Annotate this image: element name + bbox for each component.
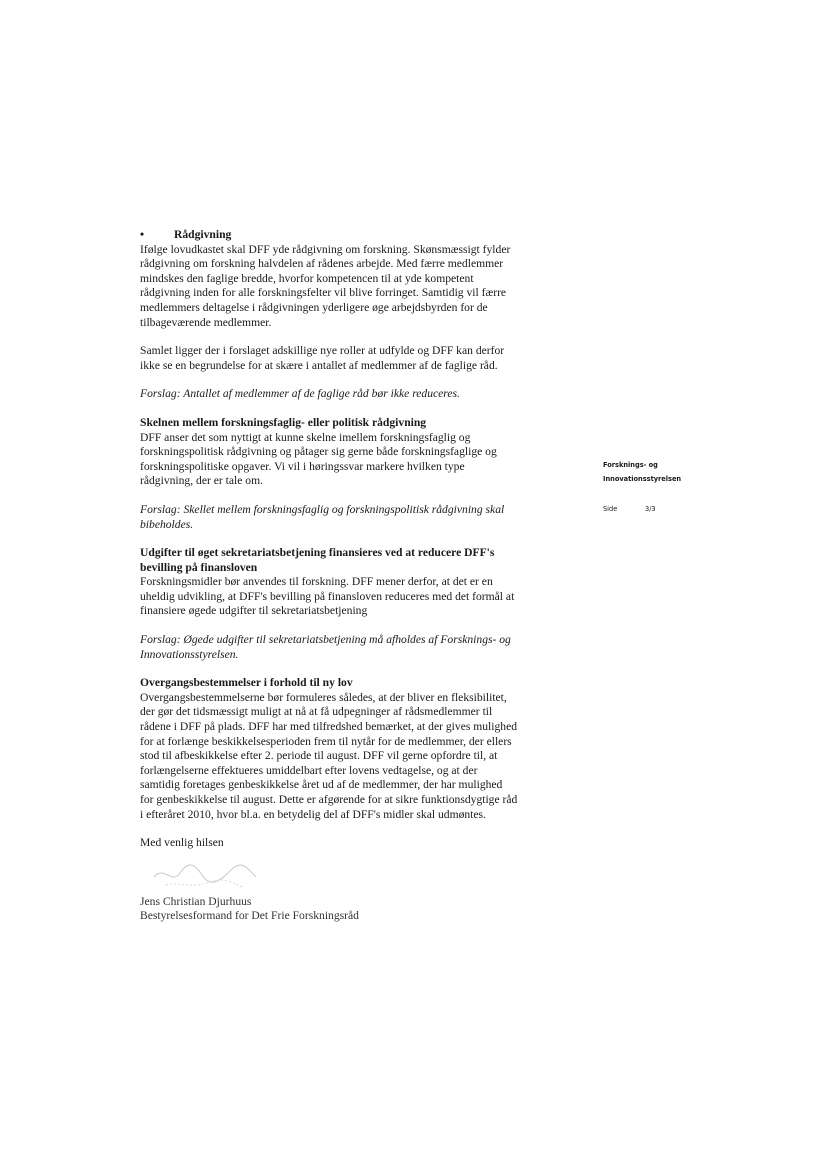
- text-line: forskningspolitisk rådgivning og påtager sig gerne både forskningsfaglige og: [140, 445, 497, 459]
- greeting: Med venlig hilsen: [140, 836, 224, 850]
- proposal: [140, 633, 580, 662]
- text-line: Overgangsbestemmelserne bør formuleres således, at der bliver en fleksibilitet,: [140, 690, 507, 704]
- text-line: stod til afbeskikkelse efter 2. periode til august. DFF vil gerne opfordre til, at: [140, 749, 498, 763]
- text-line: DFF anser det som nyttigt at kunne skelne imellem forskningsfaglig og: [140, 430, 471, 444]
- signature-scribble-icon: [146, 855, 266, 895]
- heading-text: Udgifter til øget sekretariatsbetjening finansieres ved at reducere DFF's: [140, 546, 495, 560]
- text-line: rådgivning inden for alle forskningsfelter vil blive forringet. Samtidig vil færre: [140, 286, 507, 300]
- text-line: rådgivning, der er tale om.: [140, 474, 263, 488]
- text-line: i efteråret 2010, hvor bl.a. en betydelig del af DFF's midler skal udmøntes.: [140, 807, 486, 821]
- text-line: samtidig foretages genbeskikkelse året ud af de medlemmer, der har mulighed: [140, 778, 503, 792]
- text-line: ikke se en begrundelse for at skære i antallet af medlemmer af de faglige råd.: [140, 358, 498, 372]
- section-heading-raadgivning: [140, 228, 580, 243]
- text-line: for at forlænge beskikkelsesperioden frem til nytår for de medlemmer, der ellers: [140, 734, 512, 748]
- text-line: Ifølge lovudkastet skal DFF yde rådgivning om forskning. Skønsmæssigt fylder: [140, 242, 511, 256]
- text-line: bibeholdes.: [140, 517, 194, 531]
- heading-text: bevilling på finansloven: [140, 560, 258, 574]
- proposal: [140, 503, 580, 532]
- text-line: for genbeskikkelse til august. Dette er afgørende for at sikre funktionsdygtige råd: [140, 793, 518, 806]
- signature: [140, 851, 580, 895]
- paragraph: [140, 575, 580, 619]
- signer-name: Jens Christian Djurhuus: [140, 894, 252, 908]
- org-name-line2: Innovationsstyrelsen: [603, 475, 682, 483]
- heading-text: Skelnen mellem forskningsfaglig- eller politisk rådgivning: [140, 415, 427, 429]
- proposal: [140, 387, 580, 402]
- text-line: medlemmers deltagelse i rådgivningen yderligere øge arbejdsbyrden for de: [140, 300, 488, 314]
- letter-body: [140, 228, 580, 924]
- text-line: forlængelserne effektueres umiddelbart efter lovens vedtagelse, og at der: [140, 763, 478, 777]
- text-line: Forslag: Antallet af medlemmer af de faglige råd bør ikke reduceres.: [140, 387, 460, 401]
- text-line: Innovationsstyrelsen.: [140, 647, 239, 661]
- text-line: rådene i DFF på plads. DFF har med tilfredshed bemærket, at der gives mulighed: [140, 720, 518, 734]
- text-line: tilbageværende medlemmer.: [140, 315, 272, 329]
- text-line: Samlet ligger der i forslaget adskillige nye roller at udfylde og DFF kan derfor: [140, 344, 505, 358]
- text-line: der gør det tidsmæssigt muligt at nå at få udpegninger af rådsmedlemmer til: [140, 705, 493, 719]
- org-name-line1: Forsknings- og: [603, 461, 658, 469]
- heading-text: Rådgivning: [174, 228, 232, 241]
- text-line: finansiere øgede udgifter til sekretariatsbetjening: [140, 604, 368, 618]
- bullet-point: •: [140, 228, 145, 241]
- paragraph: [140, 431, 580, 489]
- text-line: Forslag: Øgede udgifter til sekretariatsbetjening må afholdes af Forsknings- og: [140, 633, 511, 647]
- text-line: mindskes den faglige bredde, hvorfor kompetencen til at yde kompetent: [140, 271, 474, 285]
- text-line: forskningspolitiske opgaver. Vi vil i høringssvar markere hvilken type: [140, 459, 465, 473]
- text-line: Forskningsmidler bør anvendes til forskning. DFF mener derfor, at det er en: [140, 575, 493, 589]
- section-heading-udgifter: [140, 546, 580, 575]
- text-line: uheldig udvikling, at DFF's bevilling på finansloven reduceres med det formål at: [140, 589, 515, 603]
- sidebar: [603, 458, 681, 516]
- signer-title: Bestyrelsesformand for Det Frie Forskningsråd: [140, 909, 359, 923]
- closing: [140, 836, 580, 924]
- text-line: rådgivning om forskning halvdelen af rådenes arbejde. Med færre medlemmer: [140, 257, 504, 271]
- page-label: Side: [603, 505, 618, 513]
- page-number: [603, 502, 681, 516]
- paragraph: [140, 691, 580, 822]
- section-heading-overgang: [140, 676, 580, 691]
- paragraph: [140, 344, 580, 373]
- heading-text: Overgangsbestemmelser i forhold til ny lov: [140, 676, 353, 690]
- page-value: 3/3: [645, 505, 656, 513]
- paragraph: [140, 243, 580, 331]
- section-heading-skelnen: [140, 416, 580, 431]
- text-line: Forslag: Skellet mellem forskningsfaglig og forskningspolitisk rådgivning skal: [140, 502, 505, 516]
